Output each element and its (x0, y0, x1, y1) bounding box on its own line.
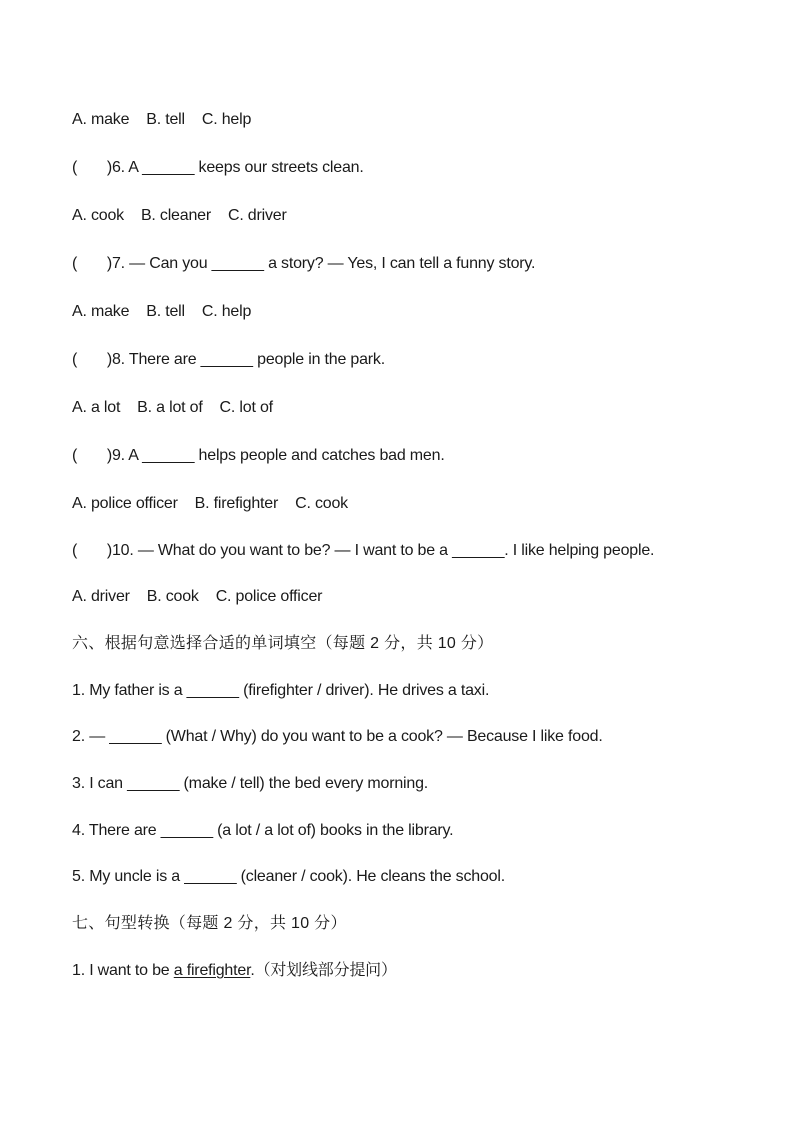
section-7-heading: 七、句型转换（每题 2 分，共 10 分） (72, 915, 347, 932)
transform-item-1-underlined: a firefighter (173, 962, 251, 979)
options-q7: A. make B. tell C. help (72, 303, 252, 320)
transform-item-1-prefix: 1. I want to be (72, 962, 174, 979)
fill-item-5: 5. My uncle is a ______ (cleaner / cook). He cleans the school. (72, 868, 505, 885)
options-q9: A. police officer B. firefighter C. cook (72, 495, 348, 512)
fill-item-1: 1. My father is a ______ (firefighter / driver). He drives a taxi. (72, 682, 490, 699)
question-10: ( )10. — What do you want to be? — I want to be a ______. I like helping people. (72, 542, 655, 559)
options-q10: A. driver B. cook C. police officer (72, 588, 323, 605)
transform-item-1-suffix: .（对划线部分提问） (250, 962, 397, 979)
question-6: ( )6. A ______ keeps our streets clean. (72, 159, 364, 176)
question-8: ( )8. There are ______ people in the park. (72, 351, 385, 368)
fill-item-4: 4. There are ______ (a lot / a lot of) books in the library. (72, 822, 454, 839)
question-7: ( )7. — Can you ______ a story? — Yes, I can tell a funny story. (72, 255, 536, 272)
question-9: ( )9. A ______ helps people and catches bad men. (72, 447, 445, 464)
fill-item-2: 2. — ______ (What / Why) do you want to be a cook? — Because I like food. (72, 728, 603, 745)
options-q6: A. cook B. cleaner C. driver (72, 207, 287, 224)
fill-item-3: 3. I can ______ (make / tell) the bed every morning. (72, 775, 429, 792)
section-6-heading: 六、根据句意选择合适的单词填空（每题 2 分，共 10 分） (72, 635, 494, 652)
options-q8: A. a lot B. a lot of C. lot of (72, 399, 273, 416)
options-q5: A. make B. tell C. help (72, 111, 252, 128)
transform-item-1 (72, 961, 397, 981)
